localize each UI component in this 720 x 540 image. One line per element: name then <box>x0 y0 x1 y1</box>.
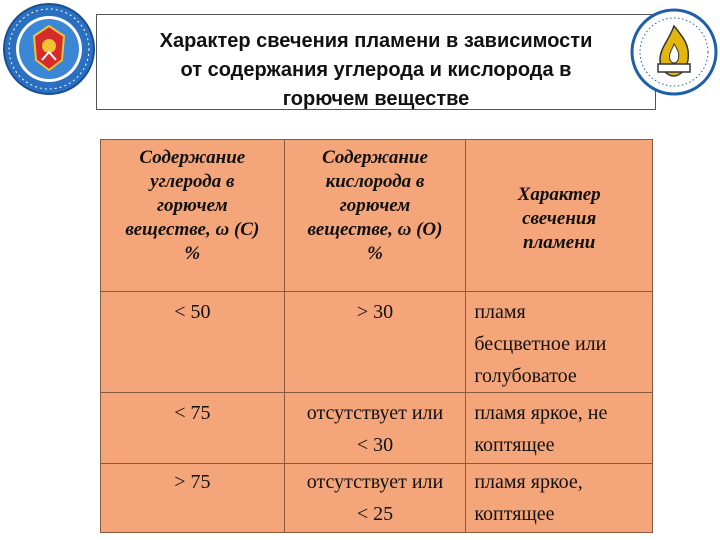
university-emblem-icon <box>2 2 96 96</box>
table-row <box>101 464 653 533</box>
cell-oxygen: отсутствует или < 25 <box>284 464 466 533</box>
header-carbon: Содержание углерода в горючем веществе, ω (С) % <box>101 140 285 292</box>
cell-carbon: < 50 <box>101 292 285 393</box>
cell-carbon: < 75 <box>101 393 285 464</box>
cell-oxygen: отсутствует или < 30 <box>284 393 466 464</box>
flame-table <box>100 139 653 533</box>
slide-title: Характер свечения пламени в зависимости от содержания углерода и кислорода в горючем веществе <box>159 30 593 110</box>
header-flame: Характер свечения пламени <box>466 140 653 292</box>
table-row <box>101 292 653 393</box>
cell-flame: пламя бесцветное или голубоватое <box>466 292 653 393</box>
fire-safety-emblem-icon <box>630 4 718 100</box>
cell-flame: пламя яркое, коптящее <box>466 464 653 533</box>
cell-carbon: > 75 <box>101 464 285 533</box>
title-box <box>96 14 656 110</box>
header-oxygen: Содержание кислорода в горючем веществе, ω (О) % <box>284 140 466 292</box>
table-header-row <box>101 140 653 292</box>
cell-flame: пламя яркое, не коптящее <box>466 393 653 464</box>
table-row <box>101 393 653 464</box>
cell-oxygen: > 30 <box>284 292 466 393</box>
